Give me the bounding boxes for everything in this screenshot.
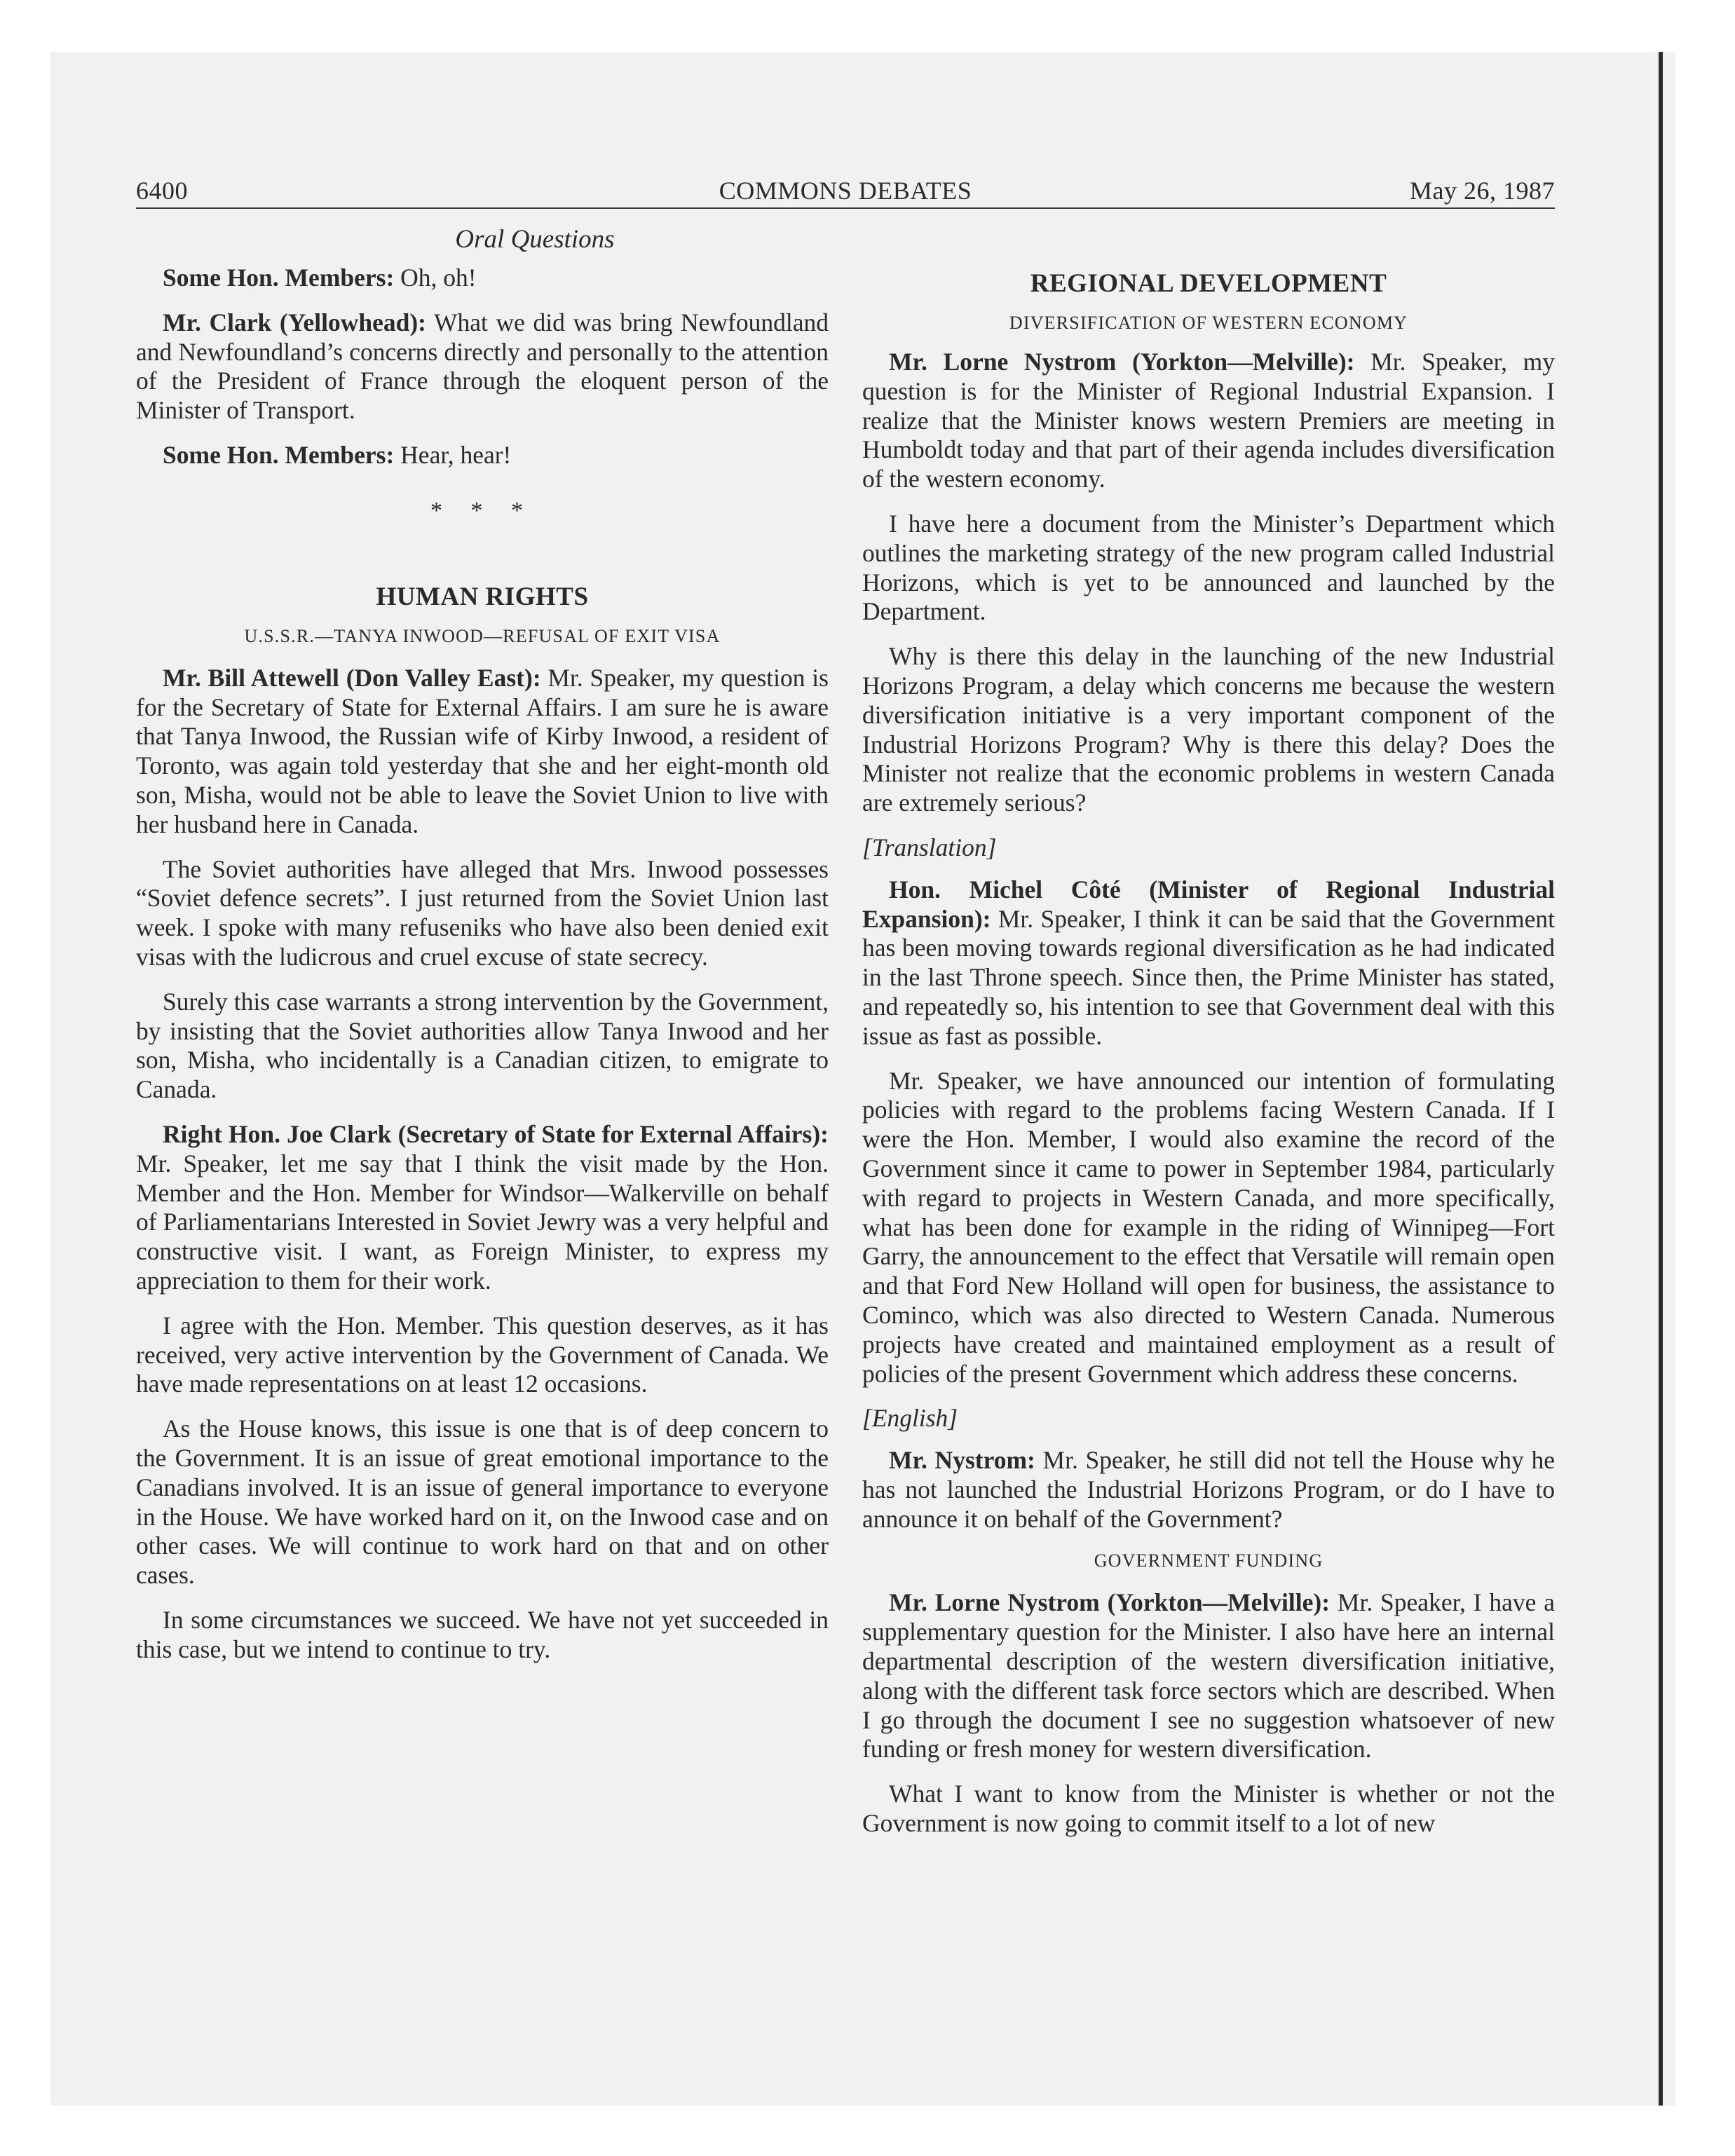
paragraph: The Soviet authorities have alleged that Mrs. Inwood possesses “Soviet defence secrets”. I just returned from the Soviet Union last week. I spoke with many refuseniks who have also been denied exit visas with the ludicrous and cruel excuse of state secrecy. (136, 854, 829, 971)
speech-text: Mr. Speaker, my question is for the Minister of Regional Industrial Expansion. I realize that the Minister knows western Premiers are meeting in Humboldt today and that part of their agenda includes diversification of the western economy. (862, 348, 1555, 493)
paragraph: Why is there this delay in the launching of the new Industrial Horizons Program, a delay which concerns me because the western diversification initiative is a very important component of the Industrial Horizons Program? Why is there this delay? Does the Minister not realize that the economic problems in western Canada are extremely serious? (862, 642, 1555, 817)
paragraph (136, 1120, 829, 1296)
scan-edge-bar (1659, 52, 1663, 2106)
speaker-name: Mr. Lorne Nystrom (Yorkton—Melville): (889, 348, 1355, 376)
speaker-name: Mr. Bill Attewell (Don Valley East): (163, 663, 541, 692)
paragraph: What I want to know from the Minister is whether or not the Government is now going to commit itself to a lot of new (862, 1780, 1555, 1838)
speech-text: Mr. Speaker, I have a supplementary question for the Minister. I also have here an internal departmental description of the western diversification initiative, along with the different task force sectors which are described. When I go through the document I see no suggestion whatsoever of new funding or fresh money for western diversification. (862, 1588, 1555, 1763)
paragraph (136, 441, 829, 470)
speaker-name: Hon. Michel Côté (Minister of Regional Industrial Expansion): (862, 875, 1555, 933)
speech-text: Mr. Speaker, my question is for the Secretary of State for External Affairs. I am sure he is aware that Tanya Inwood, the Russian wife of Kirby Inwood, a resident of Toronto, was again told yesterday that she and her eight-month old son, Misha, would not be able to leave the Soviet Union to live with her husband here in Canada. (136, 663, 829, 838)
page-number: 6400 (136, 177, 188, 205)
page-date: May 26, 1987 (1410, 177, 1555, 205)
paragraph (862, 875, 1555, 1051)
paragraph: I have here a document from the Minister’s Department which outlines the marketing strategy of the new program called Industrial Horizons, which is yet to be announced and launched by the Department. (862, 509, 1555, 626)
speaker-name: Some Hon. Members: (163, 440, 395, 469)
subsection-heading: GOVERNMENT FUNDING (1094, 1550, 1324, 1571)
section-heading: REGIONAL DEVELOPMENT (1030, 269, 1387, 298)
speech-text: What we did was bring Newfoundland and Newfoundland’s concerns directly and personally to the attention of the President of France through the eloquent person of the Minister of Transport. (136, 308, 829, 425)
speech-text: Oh, oh! (394, 264, 477, 292)
paragraph (862, 1588, 1555, 1764)
speech-text: Mr. Speaker, let me say that I think the visit made by the Hon. Member and the Hon. Member for Windsor—Walkerville on behalf of Parliamentarians Interested in Soviet Jewry was a very helpful and constructive visit. I want, as Foreign Minister, to express my appreciation to them for their work. (136, 1149, 829, 1295)
language-marker: [English] (862, 1404, 958, 1433)
left-column (136, 219, 829, 1679)
speaker-name: Some Hon. Members: (163, 264, 395, 292)
right-column (862, 219, 1555, 1854)
speaker-name: Right Hon. Joe Clark (Secretary of State for External Affairs): (163, 1119, 829, 1148)
speaker-name: Mr. Clark (Yellowhead): (163, 308, 426, 336)
header-rule (136, 207, 1555, 209)
paragraph (862, 1446, 1555, 1534)
paragraph (862, 348, 1555, 494)
paragraph: Mr. Speaker, we have announced our intention of formulating policies with regard to the problems facing Western Canada. If I were the Hon. Member, I would also examine the record of the Government since it came to power in September 1984, particularly with regard to projects in Western Canada, and more specifically, what has been done for example in the riding of Winnipeg—Fort Garry, the announcement to the effect that Versatile will remain open and that Ford New Holland will open for business, the assistance to Cominco, which was also directed to Western Canada. Numerous projects have created and maintained employment as a result of policies of the present Government which address these concerns. (862, 1066, 1555, 1388)
subsection-heading: DIVERSIFICATION OF WESTERN ECONOMY (1009, 313, 1408, 333)
section-title: Oral Questions (455, 225, 615, 254)
paragraph (136, 664, 829, 840)
section-separator: * * * (430, 497, 534, 524)
page-header (136, 172, 1555, 209)
paragraph: As the House knows, this issue is one that is of deep concern to the Government. It is an issue of great emotional importance to the Canadians involved. It is an issue of general importance to everyone in the House. We have worked hard on it, on the Inwood case and on other cases. We will continue to work hard on that and on other cases. (136, 1414, 829, 1590)
paragraph: Surely this case warrants a strong intervention by the Government, by insisting that the Soviet authorities allow Tanya Inwood and her son, Misha, who incidentally is a Canadian citizen, to emigrate to Canada. (136, 987, 829, 1104)
speech-text: Mr. Speaker, he still did not tell the House why he has not launched the Industrial Horizons Program, or do I have to announce it on behalf of the Government? (862, 1446, 1555, 1533)
speaker-name: Mr. Lorne Nystrom (Yorkton—Melville): (889, 1588, 1331, 1617)
paragraph: I agree with the Hon. Member. This question deserves, as it has received, very active intervention by the Government of Canada. We have made representations on at least 12 occasions. (136, 1311, 829, 1398)
subsection-heading: U.S.S.R.—TANYA INWOOD—REFUSAL OF EXIT VISA (244, 625, 721, 646)
paragraph (136, 308, 829, 425)
speaker-name: Mr. Nystrom: (889, 1446, 1035, 1475)
section-heading: HUMAN RIGHTS (376, 582, 589, 611)
language-marker: [Translation] (862, 833, 997, 861)
paragraph (136, 264, 829, 293)
speech-text: Hear, hear! (394, 440, 512, 469)
journal-title: COMMONS DEBATES (719, 177, 972, 205)
speech-text: Mr. Speaker, I think it can be said that the Government has been moving towards regional diversification as he had indicated in the last Throne speech. Since then, the Prime Minister has stated, and repeatedly so, his intention to see that Government deal with this issue as fast as possible. (862, 904, 1555, 1050)
paragraph: In some circumstances we succeed. We have not yet succeeded in this case, but we intend to continue to try. (136, 1605, 829, 1663)
